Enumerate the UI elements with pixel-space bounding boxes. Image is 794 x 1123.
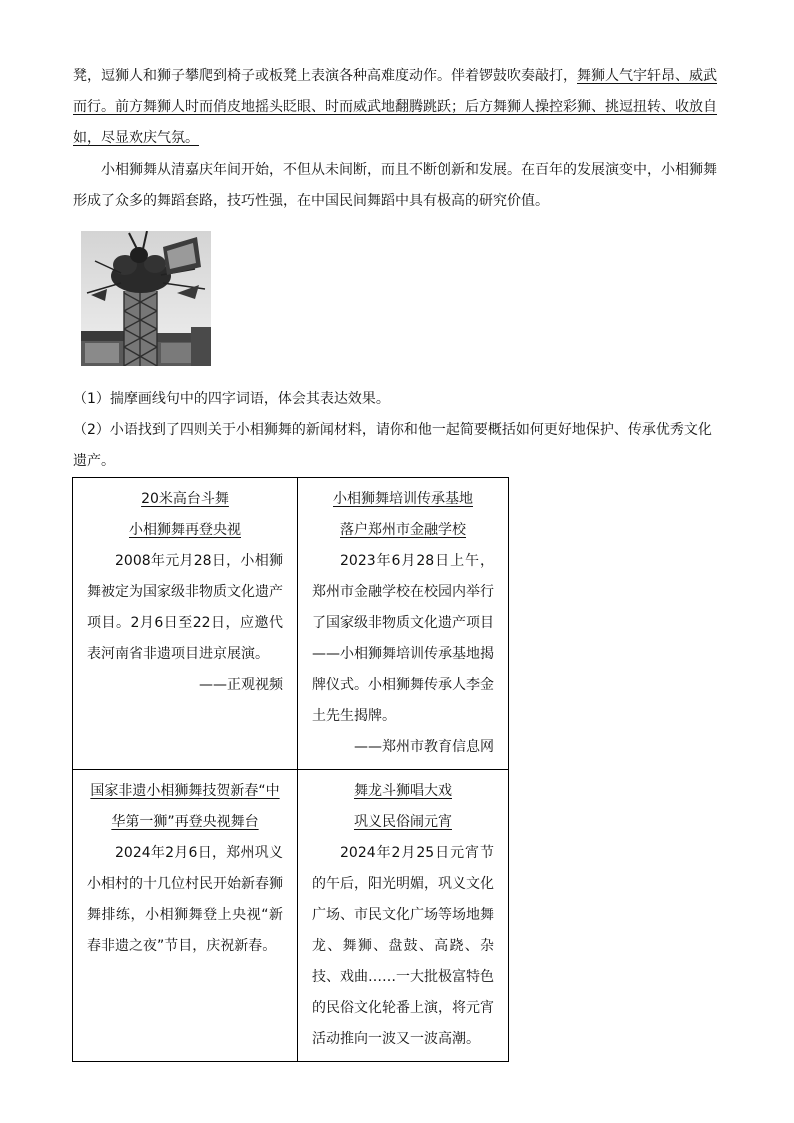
passage-text: 凳，逗狮人和狮子攀爬到椅子或板凳上表演各种高难度动作。伴着锣鼓吹奏敲打， bbox=[73, 68, 577, 84]
news-item-3 bbox=[73, 770, 298, 1062]
table-row bbox=[73, 770, 509, 1062]
news-materials-table bbox=[72, 477, 509, 1062]
passage-paragraph-1 bbox=[73, 61, 721, 154]
news-source: ——郑州市教育信息网 bbox=[354, 739, 494, 755]
news-headline: 20米高台斗舞 bbox=[141, 491, 229, 507]
news-item-2 bbox=[298, 478, 509, 770]
news-headline: 小相狮舞培训传承基地 bbox=[333, 491, 473, 507]
news-body: 2024年2月6日，郑州巩义小相村的十几位村民开始新春狮舞排练，小相狮舞登上央视“新春非遗之夜”节目，庆祝新春。 bbox=[87, 845, 283, 954]
underlined-sentence: 舞狮人气宇轩昂、威武而行。前方舞狮人时而俏皮地摇头眨眼、时而威武地翻腾跳跃；后方舞狮人操控彩狮、挑逗扭转、收放自如，尽显欢庆气氛。 bbox=[73, 68, 717, 146]
question-1: （1）揣摩画线句中的四字词语，体会其表达效果。 bbox=[73, 391, 390, 407]
news-headline: 小相狮舞再登央视 bbox=[129, 522, 241, 538]
news-headline: 舞龙斗狮唱大戏 bbox=[354, 783, 452, 799]
news-item-1 bbox=[73, 478, 298, 770]
news-body: 2024年2月25日元宵节的午后，阳光明媚，巩义文化广场、市民文化广场等场地舞龙、舞狮、盘鼓、高跷、杂技、戏曲……一大批极富特色的民俗文化轮番上演，将元宵活动推向一波又一波高潮。 bbox=[312, 845, 494, 1047]
news-headline: 国家非遗小相狮舞技贺新春“中华第一狮”再登央视舞台 bbox=[90, 783, 280, 830]
news-body: 2008年元月28日，小相狮舞被定为国家级非物质文化遗产项目。2月6日至22日，应邀代表河南省非遗项目进京展演。 bbox=[87, 553, 283, 662]
passage-paragraph-2: 小相狮舞从清嘉庆年间开始，不但从未间断，而且不断创新和发展。在百年的发展演变中，小相狮舞形成了众多的舞蹈套路，技巧性强，在中国民间舞蹈中具有极高的研究价值。 bbox=[73, 162, 717, 209]
question-2: （2）小语找到了四则关于小相狮舞的新闻材料，请你和他一起简要概括如何更好地保护、传承优秀文化遗产。 bbox=[73, 422, 712, 469]
news-source: ——正观视频 bbox=[199, 677, 283, 693]
news-headline: 巩义民俗闹元宵 bbox=[354, 814, 452, 830]
lion-dance-tower-photo bbox=[81, 231, 211, 366]
table-row bbox=[73, 478, 509, 770]
news-item-4 bbox=[298, 770, 509, 1062]
news-body: 2023年6月28日上午，郑州市金融学校在校园内举行了国家级非物质文化遗产项目——小相狮舞培训传承基地揭牌仪式。小相狮舞传承人李金土先生揭牌。 bbox=[312, 553, 494, 724]
news-headline: 落户郑州市金融学校 bbox=[340, 522, 466, 538]
